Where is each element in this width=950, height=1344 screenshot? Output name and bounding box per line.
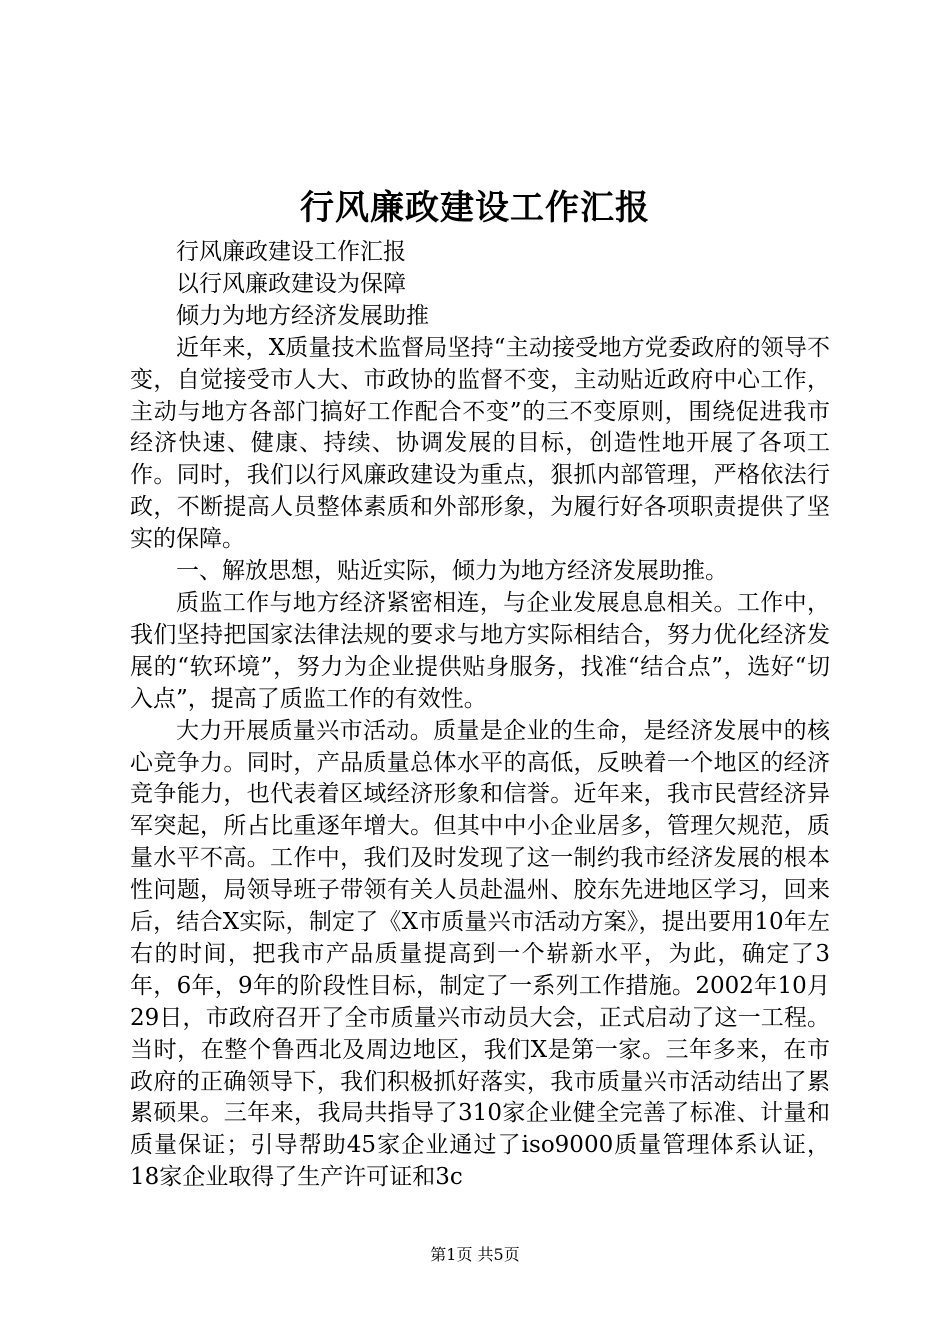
- paragraph-intro: 近年来，X质量技术监督局坚持“主动接受地方党委政府的领导不变，自觉接受市人大、市政协的监督不变，主动贴近政府中心工作，主动与地方各部门搞好工作配合不变”的三不变原则，围绕促进我市经济快速、健康、持续、协调发展的目标，创造性地开展了各项工作。同时，我们以行风廉政建设为重点，狠抓内部管理，严格依法行政，不断提高人员整体素质和外部形象，为履行好各项职责提供了坚实的保障。: [130, 334, 830, 553]
- page-footer: 第1页 共5页: [430, 1245, 520, 1264]
- paragraph-quality-supervision: 质监工作与地方经济紧密相连，与企业发展息息相关。工作中，我们坚持把国家法律法规的要求与地方实际相结合，努力优化经济发展的“软环境”，努力为企业提供贴身服务，找准“结合点”，选好“切入点”，提高了质监工作的有效性。: [130, 589, 830, 712]
- document-title: 行风廉政建设工作汇报: [300, 188, 650, 228]
- paragraph-heading-1: 行风廉政建设工作汇报: [176, 239, 406, 265]
- document-body: [130, 237, 830, 1194]
- paragraph-section-1: 一、解放思想，贴近实际，倾力为地方经济发展助推。: [176, 558, 728, 585]
- paragraph-heading-3: 倾力为地方经济发展助推: [176, 302, 429, 329]
- paragraph-quality-city: 大力开展质量兴市活动。质量是企业的生命，是经济发展中的核心竞争力。同时，产品质量总体水平的高低，反映着一个地区的经济竞争能力，也代表着区域经济形象和信誉。近年来，我市民营经济异军突起，所占比重逐年增大。但其中中小企业居多，管理欠规范，质量水平不高。工作中，我们及时发现了这一制约我市经济发展的根本性问题，局领导班子带领有关人员赴温州、胶东先进地区学习，回来后，结合X实际，制定了《X市质量兴市活动方案》，提出要用10年左右的时间，把我市产品质量提高到一个崭新水平，为此，确定了3年，6年，9年的阶段性目标，制定了一系列工作措施。2002年10月29日，市政府召开了全市质量兴市动员大会，正式启动了这一工程。当时，在整个鲁西北及周边地区，我们X是第一家。三年多来，在市政府的正确领导下，我们积极抓好落实，我市质量兴市活动结出了累累硕果。三年来，我局共指导了310家企业健全完善了标准、计量和质量保证；引导帮助45家企业通过了iso9000质量管理体系认证，18家企业取得了生产许可证和3c: [130, 717, 830, 1191]
- paragraph-heading-2: 以行风廉政建设为保障: [176, 270, 406, 297]
